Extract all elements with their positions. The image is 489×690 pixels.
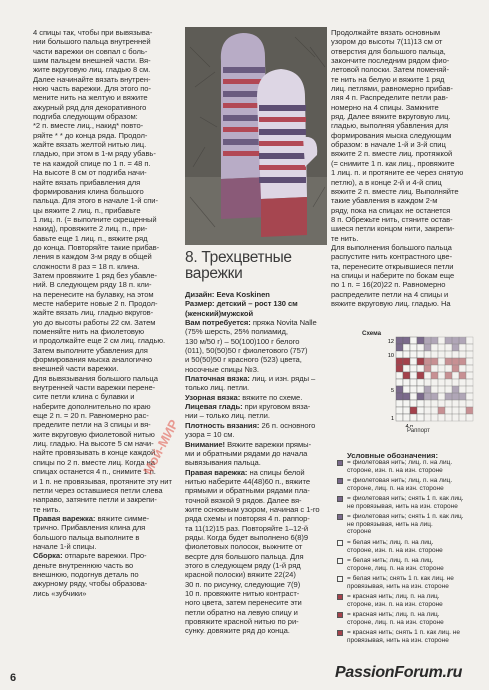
legend-item (337, 495, 477, 510)
chart-cell (459, 358, 466, 365)
chart-cell (438, 372, 445, 379)
legend-title: Условные обозначения: (347, 451, 439, 460)
chart-cell (431, 400, 438, 407)
chart-cell (417, 393, 424, 400)
bold-lead: Размер: детский – рост 130 см (женский)мужской (185, 299, 298, 318)
chart-cell (396, 365, 403, 372)
chart-cell (396, 337, 403, 344)
chart-cell (410, 344, 417, 351)
chart-cell (403, 379, 410, 386)
chart-cell (431, 379, 438, 386)
chart-cell (459, 337, 466, 344)
paragraph-text: вяжите по схеме. (240, 392, 303, 402)
text-column-left (33, 28, 176, 598)
chart-cell (424, 393, 431, 400)
bold-lead: Лицевая гладь: (185, 402, 243, 412)
chart-cell (410, 393, 417, 400)
chart-cell (466, 379, 473, 386)
legend-item (337, 539, 477, 554)
bold-lead: Платочная вязка: (185, 374, 250, 384)
legend-swatch (337, 478, 343, 484)
chart-row-number: 1 (390, 416, 394, 422)
chart-cell (431, 372, 438, 379)
legend-text: = фиолетовая нить; лиц. п. на лиц. стороне, лиц. п. на изн. стороне (347, 477, 453, 492)
chart-cell (459, 372, 466, 379)
chart-cell (396, 344, 403, 351)
chart-cell (417, 400, 424, 407)
chart-cell (445, 344, 452, 351)
chart-cell (403, 344, 410, 351)
legend-text: = белая нить; лиц. п. на лиц. стороне, лиц. п. на изн. стороне (347, 557, 444, 572)
chart-cell (445, 358, 452, 365)
paragraph-text: вяжите симме- трично. Прибавления клина для большого пальца выполните в начале 1-й спицы. (33, 513, 150, 551)
col2-paragraph (185, 421, 331, 440)
chart-cell (417, 414, 424, 421)
text-column-middle (185, 290, 331, 636)
col2-paragraph (185, 393, 331, 402)
legend-text: = фиолетовая нить; снять 1 п. как лиц. не провязывая, нить на изн. стороне (347, 495, 464, 510)
chart-cell (403, 407, 410, 414)
chart-cell (424, 344, 431, 351)
rapport-label: Раппорт (407, 428, 430, 434)
bold-lead: Внимание! (185, 439, 226, 449)
chart-cell (459, 414, 466, 421)
chart-cell (466, 400, 473, 407)
chart-cell (396, 414, 403, 421)
chart-cell (466, 365, 473, 372)
legend-item (337, 611, 477, 626)
chart-cell (410, 379, 417, 386)
chart-cell (410, 358, 417, 365)
chart-cell (445, 407, 452, 414)
chart-cell (431, 358, 438, 365)
paragraph-text: 26 п. основного узора = 10 см. (185, 420, 316, 440)
bold-lead: Узорная вязка: (185, 392, 241, 402)
chart-cell (396, 372, 403, 379)
chart-cell (424, 407, 431, 414)
chart-cell (396, 393, 403, 400)
chart-cell (438, 393, 445, 400)
legend-swatch (337, 630, 343, 636)
chart-cell (396, 407, 403, 414)
legend-text: = белая нить; снять 1 п. как лиц. не провязывая, нить на изн. стороне (347, 575, 454, 590)
chart-cell (438, 400, 445, 407)
bold-lead: Правая варежка: (33, 513, 96, 523)
chart-cell (417, 372, 424, 379)
chart-cell (445, 351, 452, 358)
chart-cell (410, 400, 417, 407)
chart-cell (459, 379, 466, 386)
legend-text: = фиолетовая нить; снять 1 п. как лиц. не провязывая, нить на лиц. стороне (347, 513, 464, 536)
watermark: PassionForum.ru (335, 664, 463, 681)
bold-lead: Сборка: (33, 551, 63, 561)
section-title: 8. Трехцветные варежки (185, 249, 292, 282)
chart-cell (396, 358, 403, 365)
chart-cell (431, 393, 438, 400)
chart-cell (424, 386, 431, 393)
chart-cell (417, 344, 424, 351)
legend-item (337, 513, 477, 536)
mittens-photo (185, 27, 327, 245)
chart-cell (459, 407, 466, 414)
chart-cell (466, 372, 473, 379)
chart-cell (452, 351, 459, 358)
chart-cell (403, 386, 410, 393)
chart-cell (410, 407, 417, 414)
chart-cell (417, 358, 424, 365)
chart-cell (403, 365, 410, 372)
chart-cell (459, 351, 466, 358)
text-column-right (331, 28, 471, 308)
chart-cell (459, 365, 466, 372)
paragraph-text: пряжа Novita Nalle (75% шерсть, 25% полиамид, 130 м/50 г) – 50(100)100 г белого (011), 50(50)50 г фиолетового (757) и 50(50)50 г красного (523) цвета, носочные спицы №3. (185, 318, 317, 374)
chart-cell (431, 344, 438, 351)
chart-cell (438, 386, 445, 393)
chart-cell (417, 379, 424, 386)
chart-cell (410, 351, 417, 358)
chart-cell (417, 407, 424, 414)
mittens-illustration (185, 27, 327, 245)
chart-cell (410, 337, 417, 344)
chart-cell (452, 386, 459, 393)
chart-cell (396, 379, 403, 386)
chart-cell (396, 400, 403, 407)
bold-lead: Правая варежка: (185, 467, 248, 477)
legend-swatch (337, 612, 343, 618)
chart-label: Схема (362, 330, 382, 337)
chart-row-number: 12 (387, 339, 394, 345)
chart-cell (403, 400, 410, 407)
legend-text: = красная нить; снять 1 п. как лиц. не провязывая, нить на изн. стороне (347, 629, 460, 644)
legend-text: = красная нить; лиц. п. на лиц. стороне, лиц. п. на изн. стороне (347, 611, 444, 626)
chart-cell (431, 351, 438, 358)
legend-swatch (337, 594, 343, 600)
chart-cell (459, 344, 466, 351)
chart-cell (452, 379, 459, 386)
chart-cell (410, 386, 417, 393)
col2-paragraph (185, 468, 331, 636)
chart-cell (431, 407, 438, 414)
legend-text: = фиолетовая нить; лиц. п. на лиц. стороне, изн. п. на изн. стороне (347, 459, 453, 474)
chart-cell (445, 414, 452, 421)
chart-cell (431, 337, 438, 344)
chart-cell (438, 379, 445, 386)
chart-cell (445, 372, 452, 379)
chart-cell (410, 414, 417, 421)
chart-cell (424, 379, 431, 386)
bold-lead: Плотность вязания: (185, 420, 260, 430)
chart-cell (424, 372, 431, 379)
chart-cell (452, 358, 459, 365)
legend-item (337, 557, 477, 572)
legend-swatch (337, 460, 343, 466)
col1-paragraph (33, 514, 176, 551)
chart-cell (452, 393, 459, 400)
chart-cell (438, 344, 445, 351)
chart-cell (445, 393, 452, 400)
chart-cell (452, 414, 459, 421)
chart-stitch-count: 4 п. (405, 424, 415, 427)
bold-lead: Дизайн: Eeva Koskinen (185, 290, 270, 299)
chart-cell (466, 337, 473, 344)
chart-cell (466, 358, 473, 365)
chart-cell (452, 372, 459, 379)
chart-cell (403, 337, 410, 344)
legend-swatch (337, 514, 343, 520)
legend-swatch (337, 496, 343, 502)
col2-paragraph (185, 440, 331, 468)
paragraph-text: Вяжите варежки прямы- ми и обратными рядами до начала вывязывания пальца. (185, 439, 312, 468)
chart-row-number: 10 (387, 353, 394, 359)
col1-paragraph: 4 спицы так, чтобы при вывязыва- нии большого пальца внутренней части варежки он совпал с боль- шим пальцем внешней части. Вя- жите вкруговую лиц. гладью 8 см. Далее начинайте вязать внутрен- нюю часть варежки. Для этого по- мените нить на желтую и вяжите ажурный ряд для декоративного подгиба следующим образом: *2 п. вместе лиц., накид* повто- ряйте * * до конца ряда. Продол- жайте вязать желтой нитью лиц. гладью, при этом в 1-м ряду убавь- те на каждой спице по 1 п. = 48 п. На высоте 8 см от подгиба начи- найте вязать прибавления для формирования клина большого пальца. Для этого в начале 1-й спи- цы вяжите 2 лиц. п., прибавьте 1 лиц. п. (= выполните скрещенный накид), провяжите 2 лиц. п., при- бавьте еще 1 лиц. п., вяжите ряд до конца. Повторяйте такие прибав- ления в каждом 3-м ряду в общей сложности 8 раз = 18 п. клина. Затем провяжите 1 ряд без убавле- ний. В следующем ряду 18 п. кли- на перенесите на булавку, на этом месте наберите новые 2 п. Продол- жайте вязать лиц. гладью вкругов- ую до высоты работы 22 см. Затем поменяйте нить на фиолетовую и продолжайте еще 2 см лиц. гладью. Затем выполните убавления для формирования мыска аналогично внешней части варежки. Для вывязывания большого пальца внутренней части варежки перене- сите петли клина с булавки и наберите дополнительно по краю еще 2 п. = 20 п. Равномерно рас- пределите петли на 3 спицы и вя- жите вкруговую фиолетовой нитью лиц. гладью. На высоте 5 см начи- найте провязывать в конце каждой спицы по 2 п. вместе лиц. Когда на спицах останется 4 п., снимите 1 п. и 1 п. не провязывая, протяните эту нит петли через оставшиеся петли слева направо, затяните петли и закрепи- те нить. (33, 28, 172, 514)
legend-swatch (337, 558, 343, 564)
chart-cell (424, 351, 431, 358)
chart-cell (403, 393, 410, 400)
chart-cell (403, 351, 410, 358)
page-number: 6 (10, 672, 17, 684)
chart-cell (445, 337, 452, 344)
legend-text: = красная нить; лиц. п. на лиц. стороне, изн. п. на изн. стороне (347, 593, 443, 608)
chart-cell (424, 414, 431, 421)
chart-cell (459, 386, 466, 393)
chart-cell (438, 351, 445, 358)
chart-cell (431, 414, 438, 421)
col2-paragraph (185, 402, 331, 421)
col2-paragraph (185, 318, 331, 374)
chart-cell (431, 386, 438, 393)
chart-cell (466, 351, 473, 358)
chart-cell (424, 365, 431, 372)
chart-cell (452, 407, 459, 414)
knitting-chart (376, 335, 476, 427)
chart-cell (403, 372, 410, 379)
chart-cell (438, 337, 445, 344)
chart-cell (452, 337, 459, 344)
chart-cell (424, 358, 431, 365)
paragraph-text: при круговом вяза- нии – только лиц. петли. (185, 402, 311, 421)
chart-cell (459, 393, 466, 400)
paragraph-text: лиц. и изн. ряды – только лиц. петли. (185, 374, 316, 393)
col1-paragraph (33, 551, 176, 598)
chart-cell (445, 386, 452, 393)
chart-cell (438, 407, 445, 414)
chart-cell (424, 337, 431, 344)
col3-paragraph: Продолжайте вязать основным узором до высоты 7(11)13 см от отверстия для большого пальца, закончите последним рядом фио- летовой полоски. Затем поменяй- те нить на белую и вяжите 1 ряд лиц. петлями, равномерно прибав- ляя 4 п. Распределите петли рав- номерно на 4 спицы. Замкните ряд. Далее вяжите вкруговую лиц. гладью, выполняя убавления для формирования мыска следующим образом: в начале 1-й и 3-й спиц вяжите 2 п. вместе лиц. протяжкой (= снимите 1 п. как лиц., провяжите 1 лиц. п. и протяните ее через снятую петлю), а в конце 2-й и 4-й спиц вяжите 2 п. вместе лиц. Выполняйте такие убавления в каждом 2-м ряду, пока на спицах не останется 8 п. Обрежьте нить, стяните остав- шиеся петли концом нити, закрепи- те нить. Для выполнения большого пальца распустите нить контрастного цве- та, перенесите открывшиеся петли на спицы и наберите по бокам еще по 1 п. = 16(20)22 п. Равномерно распределите петли на 4 спицы и вяжите вкруговую лиц. гладью. На (331, 28, 464, 308)
chart-cell (410, 372, 417, 379)
chart-cell (403, 414, 410, 421)
chart-cell (396, 351, 403, 358)
legend-text: = белая нить; лиц. п. на лиц. стороне, изн. п. на изн. стороне (347, 539, 443, 554)
col2-paragraph (185, 290, 331, 299)
bold-lead: Вам потребуется: (185, 318, 251, 328)
chart-cell (438, 358, 445, 365)
chart-cell (445, 379, 452, 386)
chart-cell (459, 400, 466, 407)
chart-cell (445, 400, 452, 407)
chart-cell (431, 365, 438, 372)
chart-cell (403, 358, 410, 365)
legend-item (337, 459, 477, 474)
chart-cell (417, 351, 424, 358)
legend-item (337, 477, 477, 492)
paragraph-text: отпарьте варежки. Про- деньте внутреннюю часть во внешнюю, подогнув деталь по ажурному ряду, чтобы образова- лись «зубчики» (33, 551, 148, 598)
chart-row-number: 5 (390, 388, 394, 394)
chart-cell (417, 337, 424, 344)
chart-cell (396, 386, 403, 393)
legend-item (337, 629, 477, 644)
chart-cell (466, 414, 473, 421)
chart-cell (424, 400, 431, 407)
chart-cell (466, 393, 473, 400)
chart-cell (466, 344, 473, 351)
col2-paragraph (185, 299, 331, 318)
paragraph-text: на спицы белой нитью наберите 44(48)60 п., вяжите прямыми и обратными рядами пла- точной вязкой 9 рядов. Далее вя- жите основным узором, начиная с 1-го ряда схемы и повторяя 4 п. раппор- та 11(12)15 раз. Повторяйте 1–12-й ряды. Когда будет выполнено 6(8)9 фиолетовых полосок, выжните от весрте для большого пальца. Для этого в следующем ряду (1-й ряд красной полоски) вяжите 22(24) 30 п. по рисунку, следующие 7(9) 10 п. провяжите нитью контраст- ного цвета, затем перенесите эти петли обратно на левую спицу и провяжите красной нитью по ри- сунку. довяжите ряд до конца. (185, 467, 320, 636)
legend-swatch (337, 576, 343, 582)
chart-cell (452, 344, 459, 351)
chart-cell (410, 365, 417, 372)
chart-cell (417, 386, 424, 393)
legend-item (337, 575, 477, 590)
chart-cell (417, 365, 424, 372)
chart-cell (445, 365, 452, 372)
chart-cell (452, 400, 459, 407)
chart-cell (452, 365, 459, 372)
col2-paragraph (185, 374, 331, 393)
legend-item (337, 593, 477, 608)
legend-swatch (337, 540, 343, 546)
chart-cell (438, 414, 445, 421)
chart-cell (438, 365, 445, 372)
chart-cell (466, 407, 473, 414)
watermark-stamp: Мой-МИР (140, 417, 182, 478)
chart-cell (466, 386, 473, 393)
